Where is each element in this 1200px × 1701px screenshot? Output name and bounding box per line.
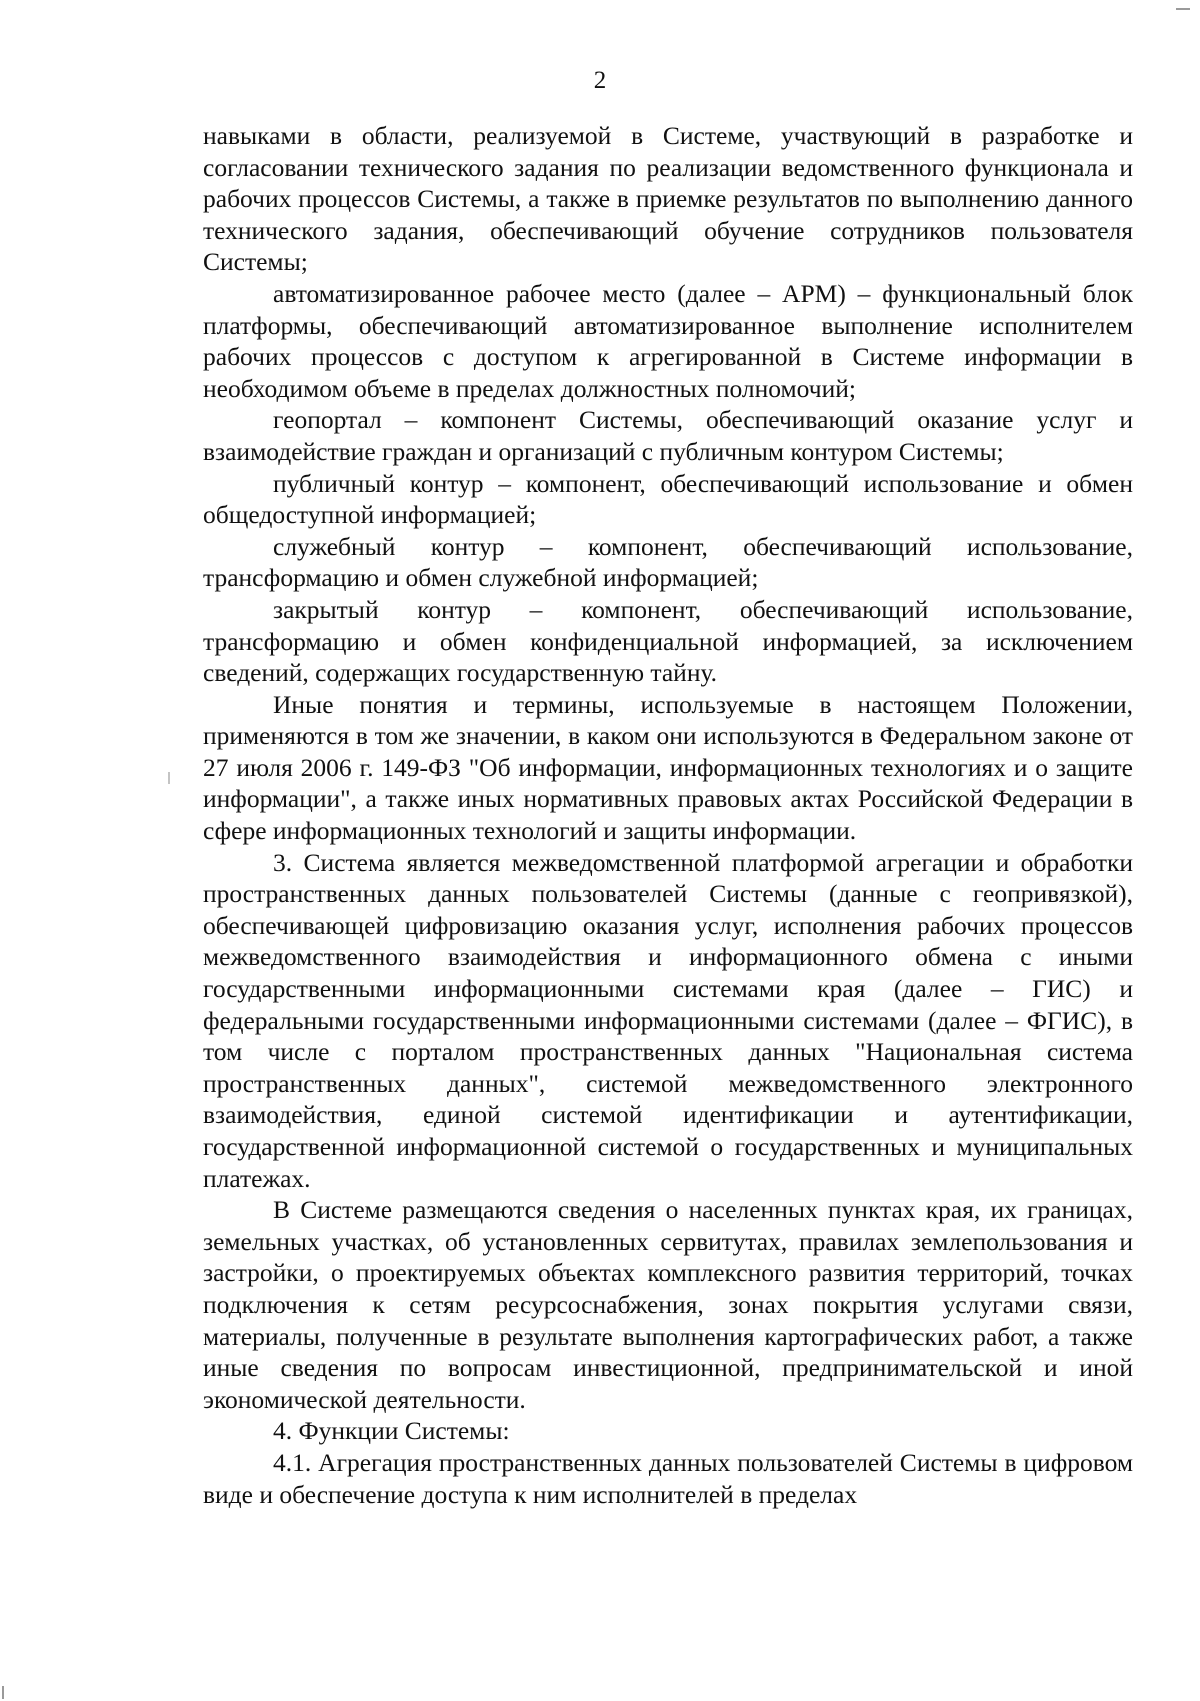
paragraph: В Системе размещаются сведения о населенных пунктах края, их границах, земельных участках, об установленных сервитутах, правилах землепользования и застройки, о проектируемых объектах комплексного развития территорий, точках подключения к сетям ресурсоснабжения, зонах покрытия услугами связи, материалы, полученные в результате выполнения картографических работ, а также иные сведения по вопросам инвестиционной, предпринимательской и иной экономической деятельности.	[203, 1195, 1133, 1414]
document-body	[203, 120, 1133, 1510]
paragraph: служебный контур – компонент, обеспечивающий использование, трансформацию и обмен служебной информацией;	[203, 531, 1133, 593]
scan-artifact-top	[1176, 8, 1190, 10]
paragraph: Иные понятия и термины, используемые в настоящем Положении, применяются в том же значении, в каком они используются в Федеральном законе от 27 июля 2006 г. 149-ФЗ "Об информации, информационных технологиях и о защите информации", а также иных нормативных правовых актах Российской Федерации в сфере информационных технологий и защиты информации.	[203, 689, 1133, 846]
paragraph: публичный контур – компонент, обеспечивающий использование и обмен общедоступной информацией;	[203, 468, 1133, 530]
paragraph: 4. Функции Системы:	[273, 1416, 510, 1446]
paragraph: геопортал – компонент Системы, обеспечивающий оказание услуг и взаимодействие граждан и организаций с публичным контуром Системы;	[203, 405, 1133, 466]
paragraph: 3. Система является межведомственной платформой агрегации и обработки пространственных данных пользователей Системы (данные с геопривязкой), обеспечивающей цифровизацию оказания услуг, исполнения рабочих процессов межведомственного взаимодействия и информационного обмена с иными государственными информационными системами края (далее – ГИС) и федеральными государственными информационными системами (далее – ФГИС), в том числе с порталом пространственных данных "Национальная система пространственных данных", системой межведомственного электронного взаимодействия, единой системой идентификации и аутентификации, государственной информационной системой о государственных и муниципальных платежах.	[203, 847, 1133, 1193]
paragraph: закрытый контур – компонент, обеспечивающий использование, трансформацию и обмен конфиденциальной информацией, за исключением сведений, содержащих государственную тайну.	[203, 594, 1133, 688]
scan-artifact-left	[168, 772, 170, 784]
scan-artifact-bottom	[2, 1686, 4, 1699]
paragraph: автоматизированное рабочее место (далее – АРМ) – функциональный блок платформы, обеспечивающий автоматизированное выполнение исполнителем рабочих процессов с доступом к агрегированной в Системе информации в необходимом объеме в пределах должностных полномочий;	[203, 278, 1133, 403]
paragraph: навыками в области, реализуемой в Системе, участвующий в разработке и согласовании технического задания по реализации ведомственного функционала и рабочих процессов Системы, а также в приемке результатов по выполнению данного технического задания, обеспечивающий обучение сотрудников пользователя Системы;	[203, 121, 1133, 277]
page-number: 2	[593, 67, 607, 94]
paragraph: 4.1. Агрегация пространственных данных пользователей Системы в цифровом виде и обеспечение доступа к ним исполнителей в пределах	[203, 1447, 1133, 1509]
